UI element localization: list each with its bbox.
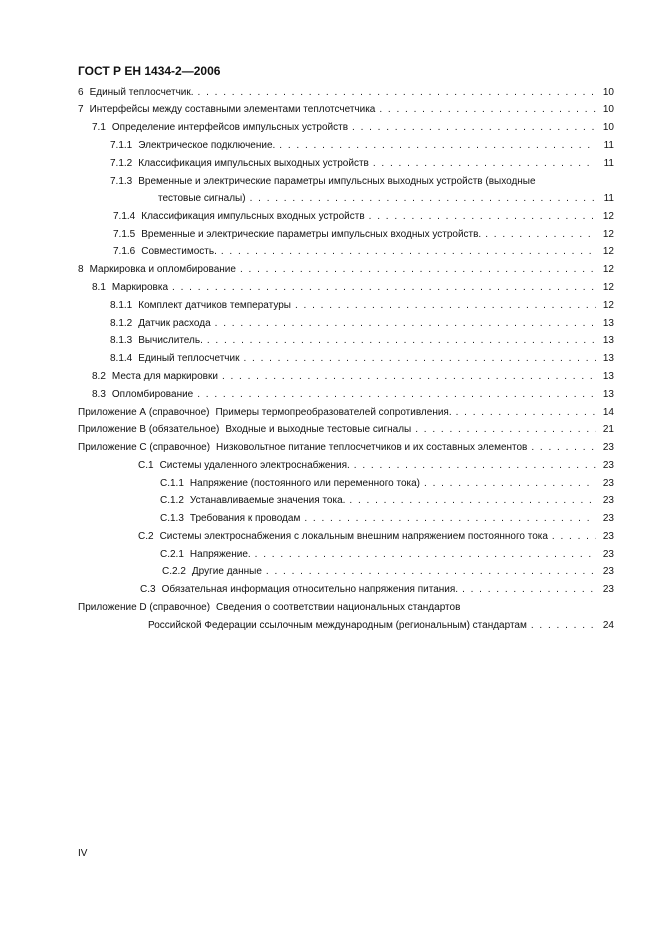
toc-leader-dots xyxy=(531,618,596,634)
toc-leader-dots xyxy=(531,440,596,456)
toc-leader-dots xyxy=(266,564,596,580)
toc-entry-title: Единый теплосчетчик xyxy=(138,353,240,364)
toc-leader-dots xyxy=(415,422,596,438)
toc-leader-dots xyxy=(552,529,596,545)
toc-entry-page: 24 xyxy=(602,620,614,631)
toc-entry-number: 8.1.3 xyxy=(110,335,133,346)
toc-entry-number: 6 xyxy=(78,87,84,98)
toc-leader-dots xyxy=(221,244,596,260)
toc-entry-page: 12 xyxy=(602,229,614,240)
toc-entry-title: Системы электроснабжения с локальным внешним напряжением постоянного тока xyxy=(159,531,548,542)
toc-leader-dots xyxy=(485,227,596,243)
toc-entry[interactable] xyxy=(110,298,614,314)
toc-entry[interactable] xyxy=(158,191,614,207)
toc-entry[interactable] xyxy=(78,102,614,118)
toc-entry-page: 10 xyxy=(602,122,614,133)
toc-entry[interactable] xyxy=(78,405,614,421)
toc-entry[interactable] xyxy=(110,174,614,190)
toc-entry-number: C.2 xyxy=(138,531,154,542)
page-number: IV xyxy=(78,848,88,859)
toc-leader-dots xyxy=(354,458,596,474)
toc-entry-page: 13 xyxy=(602,335,614,346)
toc-entry-number: 8.1.4 xyxy=(110,353,133,364)
toc-leader-dots xyxy=(222,369,596,385)
toc-entry-number: 8.1.2 xyxy=(110,318,133,329)
toc-entry[interactable] xyxy=(162,564,614,580)
toc-leader-dots xyxy=(295,298,596,314)
toc-entry-title: Сведения о соответствии национальных стандартов xyxy=(216,602,461,613)
toc-entry[interactable] xyxy=(110,316,614,332)
toc-leader-dots xyxy=(304,511,596,527)
toc-entry[interactable] xyxy=(92,120,614,136)
toc-entry-number: 7 xyxy=(78,104,84,115)
toc-entry-title: Российской Федерации ссылочным международным (региональным) стандартам xyxy=(148,620,527,631)
toc-entry-number: C.1.1 xyxy=(160,478,184,489)
toc-entry-page: 23 xyxy=(602,513,614,524)
toc-entry-page: 11 xyxy=(603,193,614,204)
toc-entry-title: Классификация импульсных входных устройств xyxy=(141,211,365,222)
toc-leader-dots xyxy=(369,209,596,225)
toc-entry-title: Опломбирование xyxy=(111,389,194,400)
toc-entry-number: Приложение С (справочное) xyxy=(78,442,211,453)
toc-entry-page: 10 xyxy=(602,104,614,115)
toc-entry-title: Примеры термопреобразователей сопротивления. xyxy=(215,407,452,418)
toc-entry-title: Единый теплосчетчик. xyxy=(89,87,194,98)
toc-entry-number: 7.1 xyxy=(92,122,106,133)
toc-entry-title: тестовые сигналы) xyxy=(158,193,246,204)
toc-entry-title: Места для маркировки xyxy=(111,371,218,382)
toc-entry-page: 12 xyxy=(602,300,614,311)
toc-entry[interactable] xyxy=(138,529,614,545)
toc-entry-page: 23 xyxy=(602,460,614,471)
toc-leader-dots xyxy=(352,120,596,136)
toc-entry[interactable] xyxy=(138,458,614,474)
toc-entry-title: Совместимость. xyxy=(141,246,217,257)
toc-entry-title: Маркировка и опломбирование xyxy=(89,264,236,275)
toc-entry-page: 14 xyxy=(602,407,614,418)
toc-leader-dots xyxy=(379,102,596,118)
toc-entry-title: Маркировка xyxy=(111,282,169,293)
toc-leader-dots xyxy=(243,351,596,367)
toc-entry-page: 13 xyxy=(602,371,614,382)
toc-entry-title: Датчик расхода xyxy=(138,318,211,329)
toc-entry-page: 23 xyxy=(602,584,614,595)
toc-entry-title: Электрическое подключение. xyxy=(138,140,276,151)
toc-entry-number: 8 xyxy=(78,264,84,275)
toc-leader-dots xyxy=(240,262,596,278)
toc-entry-page: 23 xyxy=(602,531,614,542)
toc-leader-dots xyxy=(255,547,596,563)
toc-entry[interactable] xyxy=(160,476,614,492)
toc-entry-title: Системы удаленного электроснабжения. xyxy=(159,460,350,471)
toc-entry[interactable] xyxy=(92,369,614,385)
toc-entry-number: C.1.3 xyxy=(160,513,184,524)
toc-entry-title: Устанавливаемые значения тока. xyxy=(189,495,346,506)
toc-entry[interactable] xyxy=(78,262,614,278)
toc-leader-dots xyxy=(198,85,596,101)
toc-entry-page: 12 xyxy=(602,264,614,275)
toc-entry-number: C.3 xyxy=(140,584,156,595)
toc-leader-dots xyxy=(424,476,596,492)
toc-entry-title: Напряжение (постоянного или переменного тока) xyxy=(189,478,421,489)
toc-entry-page: 23 xyxy=(602,566,614,577)
toc-leader-dots xyxy=(373,156,596,172)
toc-entry[interactable] xyxy=(78,600,614,616)
toc-leader-dots xyxy=(456,405,596,421)
toc-entry[interactable] xyxy=(92,280,614,296)
toc-entry-title: Комплект датчиков температуры xyxy=(138,300,291,311)
toc-entry-number: 7.1.2 xyxy=(110,158,133,169)
toc-entry[interactable] xyxy=(113,227,614,243)
toc-entry-number: 7.1.3 xyxy=(110,176,133,187)
toc-leader-dots xyxy=(172,280,596,296)
toc-entry[interactable] xyxy=(148,618,614,634)
toc-leader-dots xyxy=(250,191,596,207)
toc-entry-number: Приложение D (справочное) xyxy=(78,602,211,613)
toc-entry-number: 8.3 xyxy=(92,389,106,400)
toc-entry-title: Вычислитель. xyxy=(138,335,203,346)
toc-entry[interactable] xyxy=(78,85,614,101)
toc-entry-title: Обязательная информация относительно напряжения питания. xyxy=(161,584,459,595)
toc-entry-title: Временные и электрические параметры импульсных входных устройств. xyxy=(141,229,482,240)
toc-entry-page: 23 xyxy=(602,478,614,489)
toc-entry-page: 13 xyxy=(602,389,614,400)
toc-entry-page: 11 xyxy=(603,158,614,169)
toc-entry-page: 13 xyxy=(602,353,614,364)
toc-entry-number: 8.1 xyxy=(92,282,106,293)
toc-leader-dots xyxy=(279,138,596,154)
toc-entry[interactable] xyxy=(110,156,614,172)
toc-entry-page: 13 xyxy=(602,318,614,329)
toc-entry-page: 23 xyxy=(602,495,614,506)
toc-entry-number: Приложение А (справочное) xyxy=(78,407,210,418)
toc-entry[interactable] xyxy=(110,138,614,154)
toc-entry[interactable] xyxy=(140,582,614,598)
toc-leader-dots xyxy=(215,316,596,332)
toc-entry[interactable] xyxy=(113,209,614,225)
toc-leader-dots xyxy=(349,493,596,509)
toc-leader-dots xyxy=(197,387,596,403)
toc-entry-page: 23 xyxy=(602,549,614,560)
toc-entry-number: C.2.2 xyxy=(162,566,186,577)
toc-entry-number: 7.1.1 xyxy=(110,140,133,151)
toc-entry[interactable] xyxy=(78,422,614,438)
toc-entry[interactable] xyxy=(160,511,614,527)
toc-entry-title: Интерфейсы между составными элементами теплотсчетчика xyxy=(89,104,376,115)
toc-entry[interactable] xyxy=(160,547,614,563)
toc-entry-title: Входные и выходные тестовые сигналы xyxy=(225,424,412,435)
toc-entry-number: 7.1.5 xyxy=(113,229,136,240)
toc-entry[interactable] xyxy=(160,493,614,509)
toc-entry-number: 7.1.4 xyxy=(113,211,136,222)
toc-entry-page: 12 xyxy=(602,246,614,257)
toc-entry-title: Напряжение. xyxy=(189,549,251,560)
document-header: ГОСТ Р ЕН 1434-2—2006 xyxy=(78,64,221,78)
toc-entry[interactable] xyxy=(110,351,614,367)
toc-entry-number: C.1 xyxy=(138,460,154,471)
toc-entry-page: 11 xyxy=(603,140,614,151)
toc-entry[interactable] xyxy=(92,387,614,403)
toc-entry[interactable] xyxy=(110,333,614,349)
toc-entry-title: Определение интерфейсов импульсных устройств xyxy=(111,122,349,133)
toc-entry-number: C.1.2 xyxy=(160,495,184,506)
toc-entry[interactable] xyxy=(113,244,614,260)
toc-entry-title: Классификация импульсных выходных устройств xyxy=(138,158,369,169)
toc-entry-title: Другие данные xyxy=(191,566,262,577)
toc-leader-dots xyxy=(207,333,596,349)
toc-leader-dots xyxy=(462,582,596,598)
toc-entry-number: 8.1.1 xyxy=(110,300,133,311)
toc-entry-page: 12 xyxy=(602,282,614,293)
toc-entry-number: 8.2 xyxy=(92,371,106,382)
toc-entry-page: 10 xyxy=(602,87,614,98)
toc-entry-page: 21 xyxy=(602,424,614,435)
toc-entry-page: 12 xyxy=(602,211,614,222)
toc-entry-title: Требования к проводам xyxy=(189,513,301,524)
toc-entry-number: 7.1.6 xyxy=(113,246,136,257)
toc-entry[interactable] xyxy=(78,440,614,456)
toc-entry-number: C.2.1 xyxy=(160,549,184,560)
toc-entry-page: 23 xyxy=(602,442,614,453)
toc-entry-title: Низковольтное питание теплосчетчиков и их составных элементов xyxy=(216,442,528,453)
toc-entry-number: Приложение В (обязательное) xyxy=(78,424,220,435)
toc-entry-title: Временные и электрические параметры импульсных выходных устройств (выходные xyxy=(138,176,536,187)
